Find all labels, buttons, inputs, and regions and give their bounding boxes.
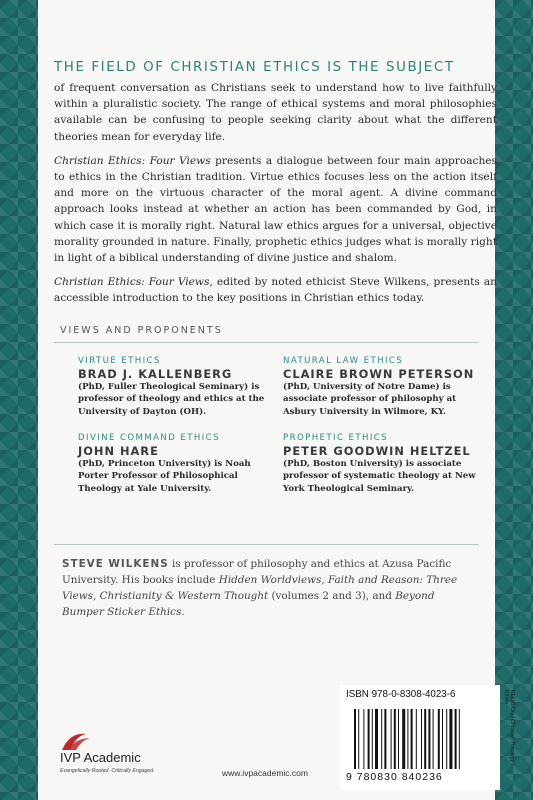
publisher-name: IVP Academic bbox=[60, 750, 141, 765]
barcode-image bbox=[354, 709, 484, 769]
proponent-bio: (PhD, Boston University) is associate professor of systematic theology at New York Theological Seminary. bbox=[283, 459, 476, 494]
book-title: Beyond Bumper Sticker Ethics bbox=[62, 590, 435, 618]
publisher-url: www.ivpacademic.com bbox=[222, 768, 308, 778]
description-paragraph-3: Christian Ethics: Four Views, edited by noted ethicist Steve Wilkens, presents an accessible introduction to the key positions in Christian ethics today. bbox=[54, 276, 498, 305]
description-paragraph-1: of frequent conversation as Christians seek to understand how to live faithfully within a pluralistic society. The range of ethical systems and moral philosophies available can be confusing to people seeking clarity about what the different theories mean for everyday life. bbox=[54, 82, 497, 143]
divider bbox=[54, 342, 479, 343]
left-pattern-border bbox=[0, 0, 38, 800]
barcode-area bbox=[340, 685, 500, 790]
publisher-logo bbox=[60, 730, 180, 780]
proponent-bio: (PhD, Princeton University) is Noah Porter Professor of Philosophical Theology at Yale University. bbox=[78, 459, 251, 494]
bisac-category: RELIGION / Christian Theology / Ethics bbox=[503, 690, 515, 766]
proponent-name: JOHN HARE bbox=[78, 444, 159, 458]
book-title: Christian Ethics: Four Views bbox=[54, 276, 210, 289]
divider bbox=[54, 544, 479, 545]
view-natural-law-ethics bbox=[283, 356, 488, 418]
isbn-number: ISBN 978-0-8308-4023-6 bbox=[346, 689, 456, 700]
proponent-name: CLAIRE BROWN PETERSON bbox=[283, 367, 475, 381]
view-prophetic-ethics bbox=[283, 433, 488, 495]
author-bio: STEVE WILKENS is professor of philosophy and ethics at Azusa Pacific University. His books include Hidden Worldviews, Faith and Reason: Three Views, Christianity & Western Thought (volumes 2 and 3), and Beyond Bumper Sticker Ethics. bbox=[62, 558, 458, 618]
view-category: VIRTUE ETHICS bbox=[78, 356, 161, 366]
lead-heading: THE FIELD OF CHRISTIAN ETHICS IS THE SUBJECT bbox=[54, 60, 455, 75]
view-divine-command-ethics bbox=[78, 433, 283, 495]
proponent-bio: (PhD, Fuller Theological Seminary) is professor of theology and ethics at the University of Dayton (OH). bbox=[78, 382, 265, 417]
proponent-bio: (PhD, University of Notre Dame) is associate professor of philosophy at Asbury University in Wilmore, KY. bbox=[283, 382, 457, 417]
proponent-name: PETER GOODWIN HELTZEL bbox=[283, 444, 471, 458]
view-virtue-ethics bbox=[78, 356, 283, 418]
barcode-number: 9 780830 840236 bbox=[346, 771, 443, 783]
proponent-name: BRAD J. KALLENBERG bbox=[78, 367, 233, 381]
book-title: Christian Ethics: Four Views bbox=[54, 154, 211, 167]
description bbox=[54, 80, 497, 315]
right-pattern-border bbox=[495, 0, 533, 800]
view-category: PROPHETIC ETHICS bbox=[283, 433, 389, 443]
view-category: DIVINE COMMAND ETHICS bbox=[78, 433, 220, 443]
author-name: STEVE WILKENS bbox=[62, 558, 169, 570]
book-titles: Hidden Worldviews, Faith and Reason: Three Views, Christianity & Western Thought bbox=[62, 574, 458, 602]
ivp-swoosh-icon bbox=[60, 730, 100, 752]
publisher-tagline: Evangelically Rooted. Critically Engaged. bbox=[60, 768, 155, 774]
description-paragraph-2: Christian Ethics: Four Views presents a dialogue between four main approaches to ethics in the Christian tradition. Virtue ethics focuses less on the action itself and more on the virtuous character of the moral agent. A divine command approach looks instead at whether an action has been commanded by God, in which case it is morally right. Natural law ethics argues for a universal, objective morality grounded in nature. Finally, prophetic ethics judges what is morally right in light of a biblical understanding of divine justice and shalom. bbox=[54, 154, 497, 265]
views-heading: VIEWS AND PROPONENTS bbox=[60, 325, 223, 336]
view-category: NATURAL LAW ETHICS bbox=[283, 356, 404, 366]
